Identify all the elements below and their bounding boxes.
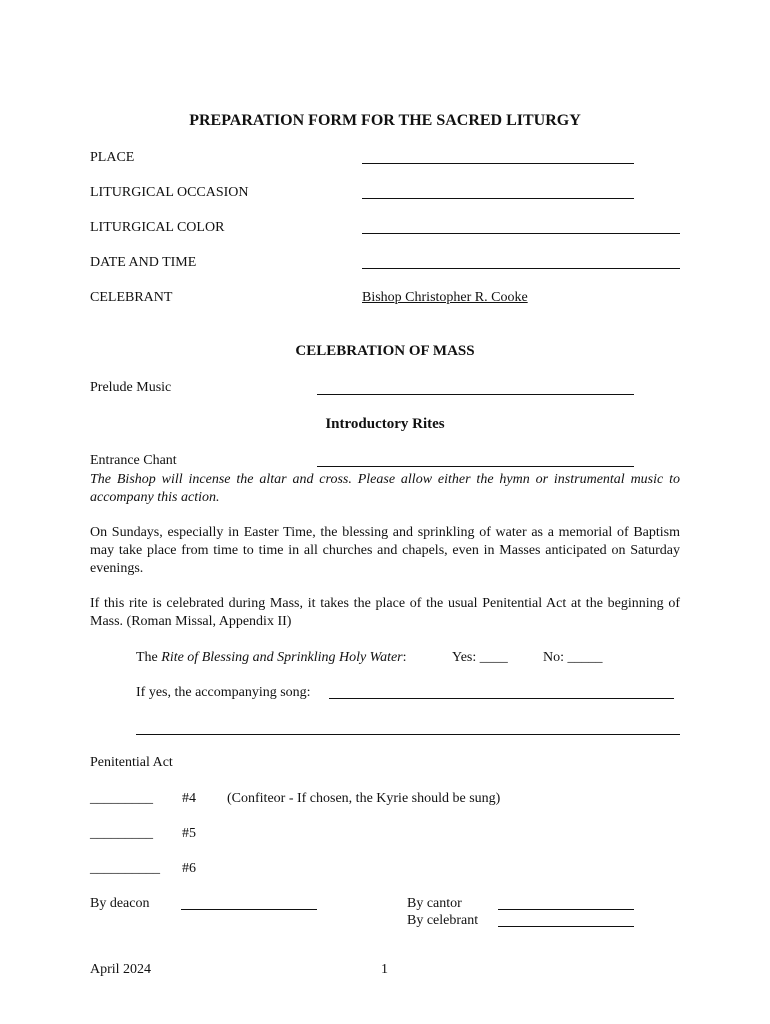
- prelude-line[interactable]: [317, 394, 634, 395]
- occasion-label: LITURGICAL OCCASION: [90, 185, 249, 200]
- song-line-1[interactable]: [329, 698, 674, 699]
- opt4-number: #4: [182, 791, 196, 806]
- page-number: 1: [381, 962, 388, 977]
- entrance-line[interactable]: [317, 466, 634, 467]
- place-line[interactable]: [362, 163, 634, 164]
- prelude-label: Prelude Music: [90, 380, 172, 395]
- by-celebrant-label: By celebrant: [407, 913, 479, 928]
- by-cantor-label: By cantor: [407, 896, 462, 911]
- datetime-line[interactable]: [362, 268, 680, 269]
- rite-no[interactable]: No: _____: [543, 650, 603, 665]
- celebrant-label: CELEBRANT: [90, 290, 173, 305]
- mass-heading: CELEBRATION OF MASS: [295, 343, 475, 359]
- rite-line: [136, 650, 407, 666]
- intro-heading: Introductory Rites: [325, 416, 445, 432]
- opt6-blank[interactable]: __________: [90, 861, 160, 876]
- rite-name: Rite of Blessing and Sprinkling Holy Water: [161, 650, 403, 665]
- page-title: PREPARATION FORM FOR THE SACRED LITURGY: [189, 112, 581, 129]
- opt4-blank[interactable]: _________: [90, 791, 153, 806]
- by-deacon-label: By deacon: [90, 896, 150, 911]
- song-line-2[interactable]: [136, 734, 680, 735]
- by-deacon-line[interactable]: [181, 909, 317, 910]
- opt4-note: (Confiteor - If chosen, the Kyrie should be sung): [227, 791, 501, 806]
- rite-prefix: The: [136, 650, 162, 665]
- datetime-label: DATE AND TIME: [90, 255, 197, 270]
- opt5-number: #5: [182, 826, 196, 841]
- entrance-label: Entrance Chant: [90, 453, 177, 468]
- place-label: PLACE: [90, 150, 135, 165]
- color-label: LITURGICAL COLOR: [90, 220, 225, 235]
- by-cantor-line[interactable]: [498, 909, 634, 910]
- penitential-heading: Penitential Act: [90, 755, 173, 770]
- rite-yes[interactable]: Yes: ____: [452, 650, 508, 665]
- opt5-blank[interactable]: _________: [90, 826, 153, 841]
- by-celebrant-line[interactable]: [498, 926, 634, 927]
- incense-note: The Bishop will incense the altar and cross. Please allow either the hymn or instrumental music to accompany this action.: [90, 472, 680, 505]
- footer-date: April 2024: [90, 962, 152, 977]
- opt6-number: #6: [182, 861, 196, 876]
- song-label: If yes, the accompanying song:: [136, 685, 311, 700]
- sundays-paragraph: On Sundays, especially in Easter Time, the blessing and sprinkling of water as a memorial of Baptism may take place from time to time in all churches and chapels, even in Masses anticipated on Saturday evenings.: [90, 525, 680, 576]
- occasion-line[interactable]: [362, 198, 634, 199]
- rite-colon: :: [402, 650, 407, 665]
- color-line[interactable]: [362, 233, 680, 234]
- rite-paragraph: If this rite is celebrated during Mass, it takes the place of the usual Penitential Act at the beginning of Mass. (Roman Missal, Appendix II): [90, 596, 680, 629]
- celebrant-value: Bishop Christopher R. Cooke: [362, 290, 528, 305]
